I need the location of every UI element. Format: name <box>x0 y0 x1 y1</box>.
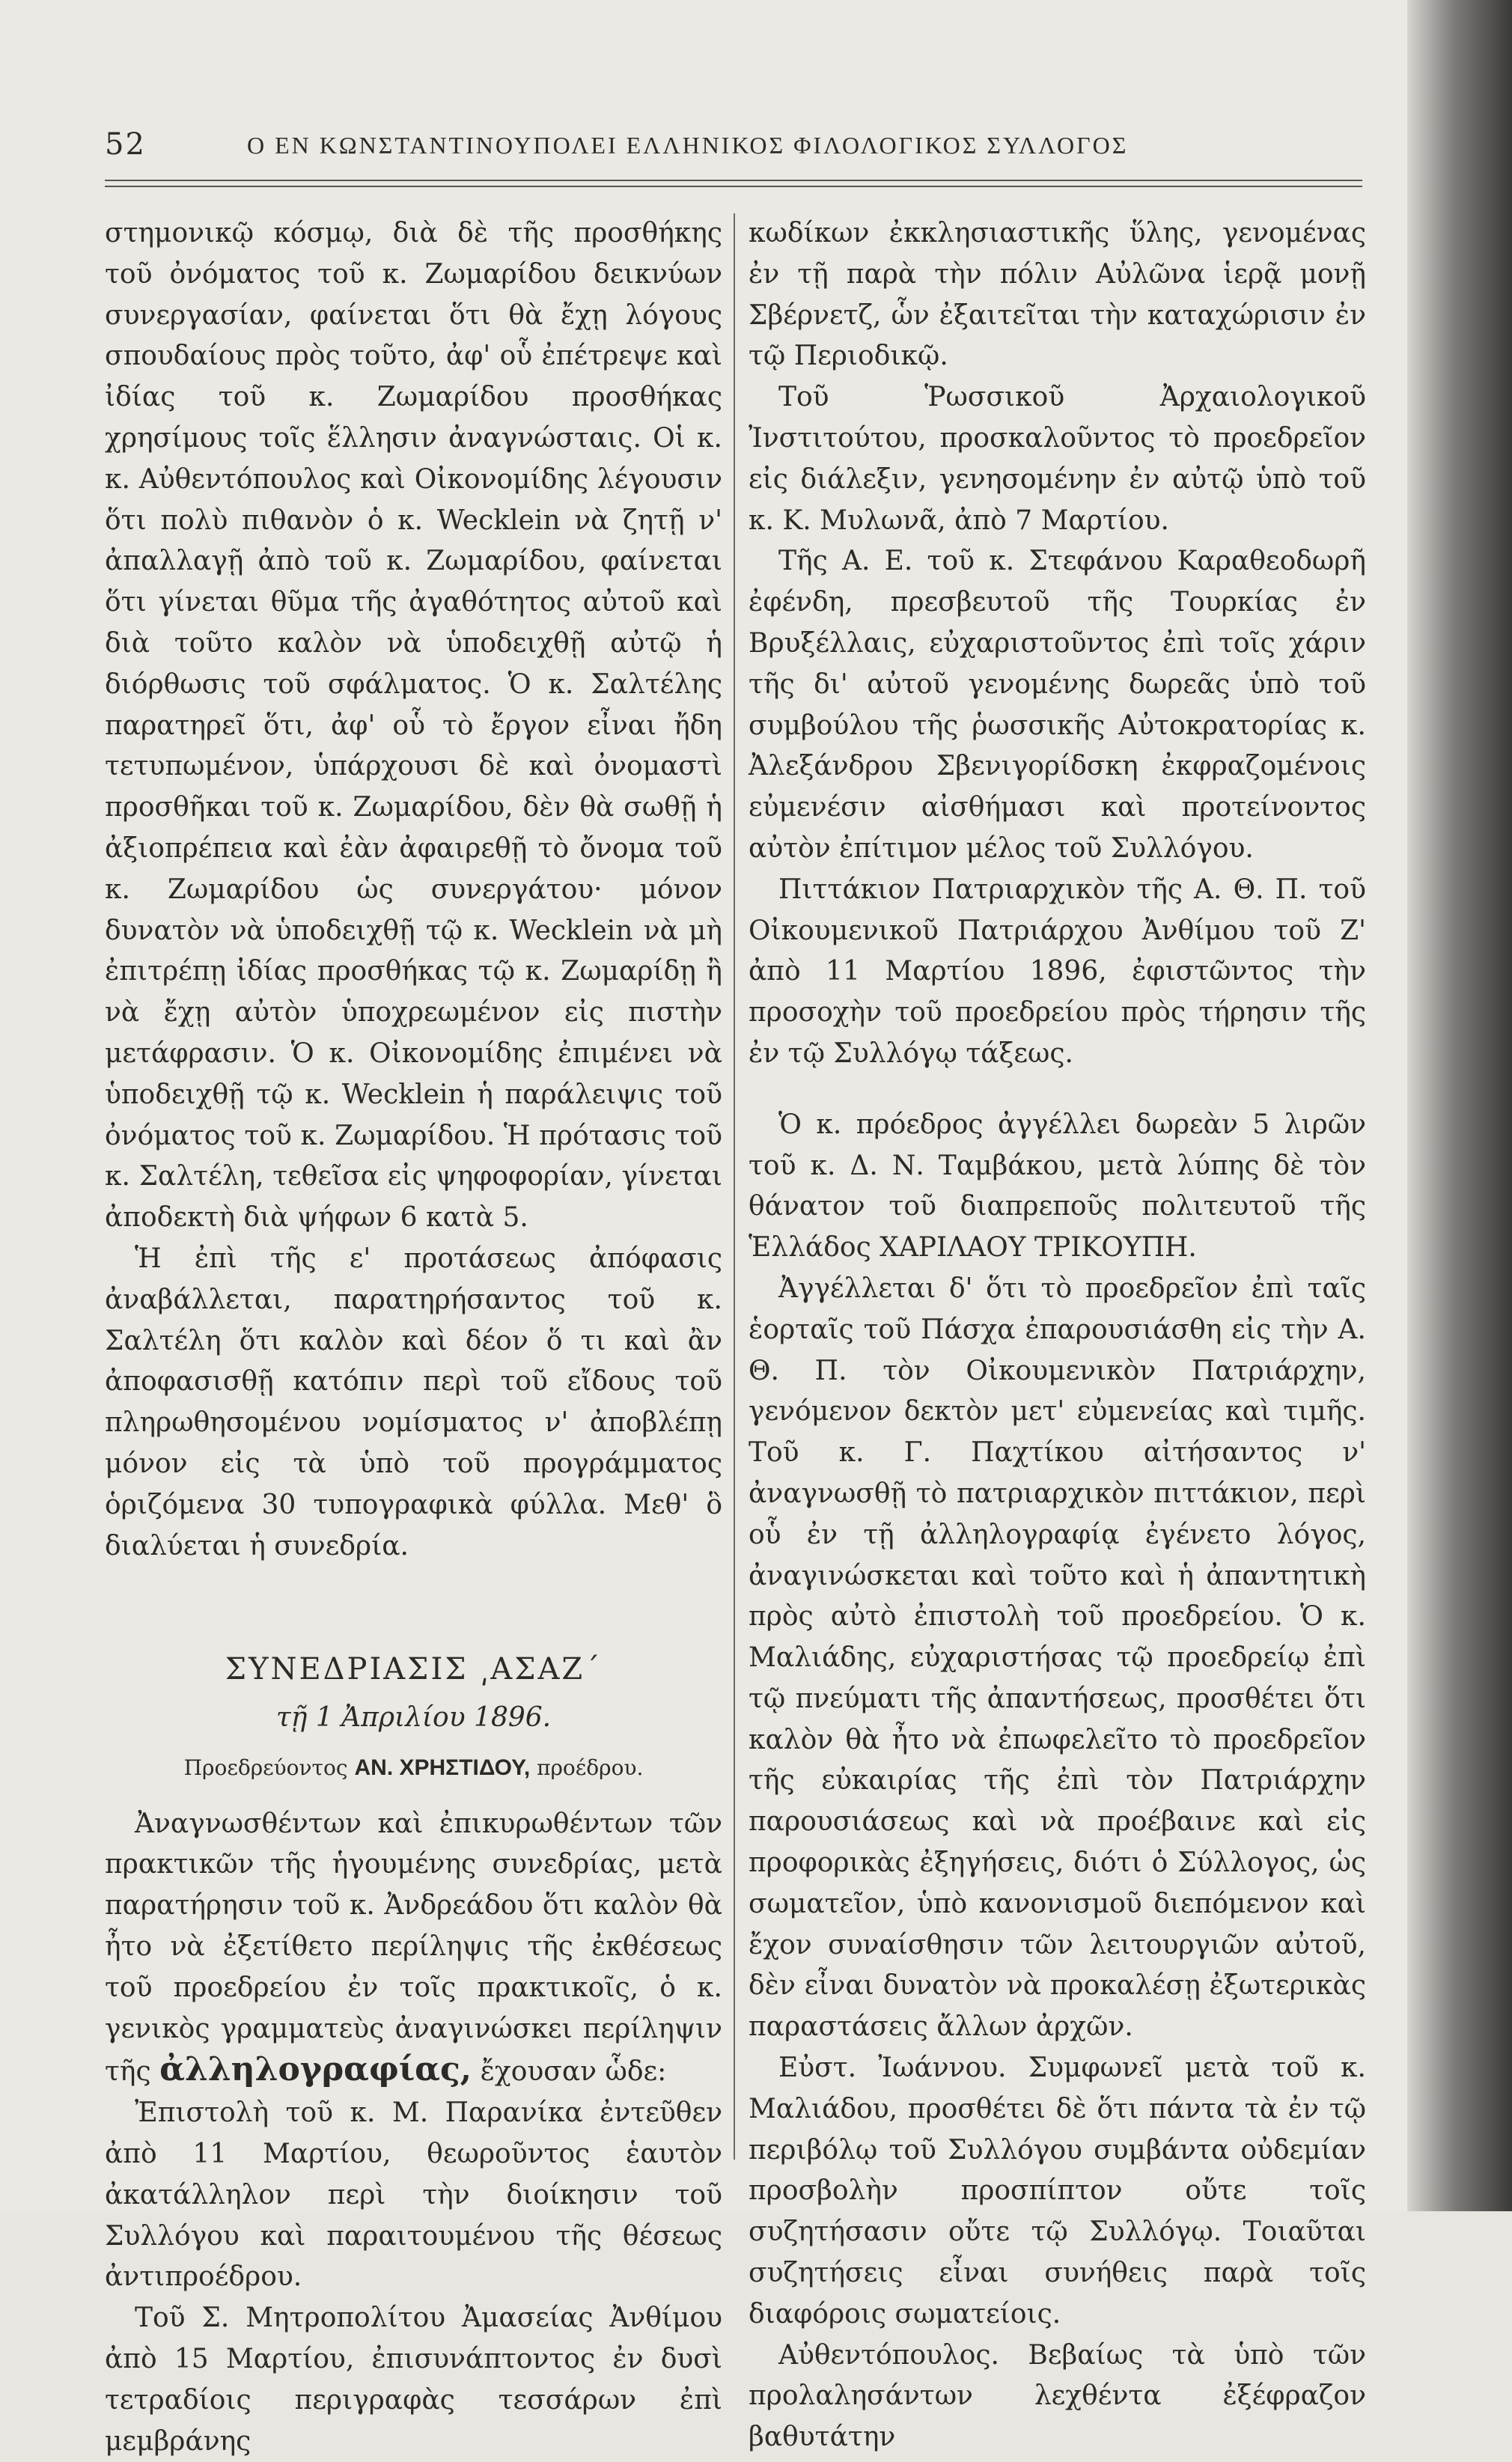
session-date: τῇ 1 Ἀπριλίου 1896. <box>275 1702 552 1734</box>
right-paragraph-2: Τοῦ Ῥωσσικοῦ Ἀρχαιολογικοῦ Ἰνστιτούτου, προσκαλοῦντος τὸ προεδρεῖον εἰς διάλεξιν, γενησομένην ἐν αὐτῷ ὑπὸ τοῦ κ. Κ. Μυλωνᾶ, ἀπὸ 7 Μαρτίου. <box>749 382 1366 536</box>
right-paragraph-6: Ἀγγέλλεται δ' ὅτι τὸ προεδρεῖον ἐπὶ ταῖς ἑορταῖς τοῦ Πάσχα ἐπαρουσιάσθη εἰς τὴν Α. Θ. Π. τὸν Οἰκουμενικὸν Πατριάρχην, γενόμενον δεκτὸν μετ' εὐμενείας καὶ τιμῆς. Τοῦ κ. Γ. Παχτίκου αἰτήσαντος ν' ἀναγνωσθῇ τὸ πατριαρχικὸν πιττάκιον, περὶ οὗ ἐν τῇ ἀλληλογραφίᾳ ἐγένετο λόγος, ἀναγινώσκεται καὶ τοῦτο καὶ ἡ ἀπαντητικὴ πρὸς αὐτὸ ἐπιστολὴ τοῦ προεδρείου. Ὁ κ. Μαλιάδης, εὐχαριστήσας τῷ προεδρείῳ ἐπὶ τῷ πνεύματι τῆς ἀπαντήσεως, προσθέτει ὅτι καλὸν θὰ ἦτο νὰ ἐπωφελεῖτο τὸ προεδρεῖον τῆς εὐκαιρίας τῆς ἐπὶ τὸν Πατριάρχην παρουσιάσεως καὶ νὰ προέβαινε καὶ εἰς προφορικὰς ἐξηγήσεις, διότι ὁ Σύλλογος, ὡς σωματεῖον, ὑπὸ κανονισμοῦ διεπόμενον καὶ ἔχον συναίσθησιν τῶν λειτουργιῶν αὐτοῦ, δὲν εἶναι δυνατὸν νὰ προκαλέσῃ ἐξωτερικὰς παραστάσεις ἄλλων ἀρχῶν. <box>749 1273 1366 2043</box>
right-paragraph-4: Πιττάκιον Πατριαρχικὸν τῆς Α. Θ. Π. τοῦ Οἰκουμενικοῦ Πατριάρχου Ἀνθίμου τοῦ Ζ' ἀπὸ 11 Μαρτίου 1896, ἐφιστῶντος τὴν προσοχὴν τοῦ προεδρείου πρὸς τήρησιν τῆς ἐν τῷ Συλλόγῳ τάξεως. <box>749 874 1366 1069</box>
right-paragraph-7: Εὐστ. Ἰωάννου. Συμφωνεῖ μετὰ τοῦ κ. Μαλιάδου, προσθέτει δὲ ὅτι πάντα τὰ ἐν τῷ περιβόλῳ τοῦ Συλλόγου συμβάντα οὐδεμίαν προσβολὴν προσπίπτον οὔτε τοῖς συζητήσασιν οὔτε τῷ Συλλόγῳ. Τοιαῦται συζητήσεις εἶναι συνήθεις παρὰ τοῖς διαφόροις σωματείοις. <box>749 2053 1366 2330</box>
left-column <box>105 213 722 2457</box>
right-paragraph-1: κωδίκων ἐκκλησιαστικῆς ὕλης, γενομένας ἐν τῇ παρὰ τὴν πόλιν Αὐλῶνα ἱερᾷ μονῇ Σβέρνετζ, ὧν ἐξαιτεῖται τὴν καταχώρισιν ἐν τῷ Περιοδικῷ. <box>749 218 1366 372</box>
page-header <box>105 127 1362 172</box>
running-head: Ο ΕΝ ΚΩΝΣΤΑΝΤΙΝΟΥΠΟΛΕΙ ΕΛΛΗΝΙΚΟΣ ΦΙΛΟΛΟΓΙΚΟΣ ΣΥΛΛΟΓΟΣ <box>247 132 1129 159</box>
left-paragraph-1: στημονικῷ κόσμῳ, διὰ δὲ τῆς προσθήκης τοῦ ὀνόματος τοῦ κ. Ζωμαρίδου δεικνύων συνεργασίαν, φαίνεται ὅτι θὰ ἔχῃ λόγους σπουδαίους πρὸς τοῦτο, ἀφ' οὗ ἐπέτρεψε καὶ ἰδίας τοῦ κ. Ζωμαρίδου προσθήκας χρησίμους τοῖς ἕλλησιν ἀναγνώσταις. Οἱ κ. κ. Αὐθεντόπουλος καὶ Οἰκονομίδης λέγουσιν ὅτι πολὺ πιθανὸν ὁ κ. Wecklein νὰ ζητῇ ν' ἀπαλλαγῇ ἀπὸ τοῦ κ. Ζωμαρίδου, φαίνεται ὅτι γίνεται θῦμα τῆς ἀγαθότητος αὐτοῦ καὶ διὰ τοῦτο καλὸν νὰ ὑποδειχθῇ αὐτῷ ἡ διόρθωσις τοῦ σφάλματος. Ὁ κ. Σαλτέλης παρατηρεῖ ὅτι, ἀφ' οὗ τὸ ἔργον εἶναι ἤδη τετυπωμένον, ὑπάρχουσι δὲ καὶ ὀνομαστὶ προσθῆκαι τοῦ κ. Ζωμαρίδου, δὲν θὰ σωθῇ ἡ ἀξιοπρέπεια καὶ ἐὰν ἀφαιρεθῇ τὸ ὄνομα τοῦ κ. Ζωμαρίδου ὡς συνεργάτου· μόνον δυνατὸν νὰ ὑποδειχθῇ τῷ κ. Wecklein νὰ μὴ ἐπιτρέπῃ ἰδίας προσθήκας τῷ κ. Ζωμαρίδῃ ἢ νὰ ἔχῃ αὐτὸν ὑποχρεωμένον εἰς πιστὴν μετάφρασιν. Ὁ κ. Οἰκονομίδης ἐπιμένει νὰ ὑποδειχθῇ τῷ κ. Wecklein ἡ παράλειψις τοῦ ὀνόματος τοῦ κ. Ζωμαρίδου. Ἡ πρότασις τοῦ κ. Σαλτέλη, τεθεῖσα εἰς ψηφοφορίαν, γίνεται ἀποδεκτὴ διὰ ψήφων 6 κατὰ 5. <box>105 218 722 1234</box>
right-column <box>749 213 1366 2453</box>
column-divider <box>734 213 735 2160</box>
page-number: 52 <box>105 127 146 162</box>
correspondence-heading: ἀλληλογραφίας, <box>159 2050 472 2089</box>
presiding-suffix: προέδρου. <box>537 1755 644 1780</box>
page-edge-shadow <box>1407 0 1512 2211</box>
presiding-name: ΑΝ. ΧΡΗΣΤΙΔΟΥ, <box>354 1755 531 1780</box>
paragraph-3-end: ἔχουσαν ὧδε: <box>480 2056 667 2088</box>
session-title: ΣΥΝΕΔΡΙΑΣΙΣ ͵ΑΣΑΖ΄ <box>225 1652 603 1687</box>
paragraph-3-text: Ἀναγνωσθέντων καὶ ἐπικυρωθέντων τῶν πρακτικῶν τῆς ἡγουμένης συνεδρίας, μετὰ παρατήρησιν τοῦ κ. Ἀνδρεάδου ὅτι καλὸν θὰ ἦτο νὰ ἐξετίθετο περίληψις τῆς ἐκθέσεως τοῦ προεδρείου ἐν τοῖς πρακτικοῖς, ὁ κ. γενικὸς γραμματεὺς ἀναγινώσκει περίληψιν τῆς <box>105 1808 722 2088</box>
right-paragraph-8: Αὐθεντόπουλος. Βεβαίως τὰ ὑπὸ τῶν προλαλησάντων λεχθέντα ἐξέφραζον βαθυτάτην <box>749 2339 1366 2453</box>
presiding-prefix: Προεδρεύοντος <box>183 1755 348 1780</box>
left-paragraph-5: Τοῦ Σ. Μητροπολίτου Ἀμασείας Ἀνθίμου ἀπὸ 15 Μαρτίου, ἐπισυνάπτοντος ἐν δυσὶ τετραδίοις περιγραφὰς τεσσάρων ἐπὶ μεμβράνης <box>105 2303 722 2457</box>
header-rule-bottom <box>105 186 1362 187</box>
left-paragraph-4: Ἐπιστολὴ τοῦ κ. Μ. Παρανίκα ἐντεῦθεν ἀπὸ 11 Μαρτίου, θεωροῦντος ἑαυτὸν ἀκατάλληλον περὶ τὴν διοίκησιν τοῦ Συλλόγου καὶ παραιτουμένου τῆς θέσεως ἀντιπροέδρου. <box>105 2097 722 2293</box>
session-presiding <box>105 1748 722 1789</box>
right-paragraph-3: Τῆς Α. Ε. τοῦ κ. Στεφάνου Καραθεοδωρῆ ἐφένδη, πρεσβευτοῦ τῆς Τουρκίας ἐν Βρυξέλλαις, εὐχαριστοῦντος ἐπὶ τοῖς χάριν τῆς δι' αὐτοῦ γενομένης δωρεᾶς ὑπὸ τοῦ συμβούλου τῆς ῥωσσικῆς Αὐτοκρατορίας κ. Ἀλεξάνδρου Σβενιγορίδσκη ἐκφραζομένοις εὐμενέσιν αἰσθήμασι καὶ προτείνοντος αὐτὸν ἐπίτιμον μέλος τοῦ Συλλόγου. <box>749 546 1366 864</box>
left-paragraph-3 <box>105 1804 722 2094</box>
left-paragraph-2: Ἡ ἐπὶ τῆς ε' προτάσεως ἀπόφασις ἀναβάλλεται, παρατηρήσαντος τοῦ κ. Σαλτέλη ὅτι καλὸν καὶ δέον ὅ τι καὶ ἂν ἀποφασισθῇ κατόπιν περὶ τοῦ εἴδους τοῦ πληρωθησομένου νομίσματος ν' ἀποβλέπῃ μόνον εἰς τὰ ὑπὸ τοῦ προγράμματος ὁριζόμενα 30 τυπογραφικὰ φύλλα. Μεθ' ὃ διαλύεται ἡ συνεδρία. <box>105 1243 722 1561</box>
header-rule-top <box>105 180 1362 181</box>
right-paragraph-5: Ὁ κ. πρόεδρος ἀγγέλλει δωρεὰν 5 λιρῶν τοῦ κ. Δ. Ν. Ταμβάκου, μετὰ λύπης δὲ τὸν θάνατον τοῦ διαπρεποῦς πολιτευτοῦ τῆς Ἑλλάδος ΧΑΡΙΛΑΟΥ ΤΡΙΚΟΥΠΗ. <box>749 1109 1366 1264</box>
